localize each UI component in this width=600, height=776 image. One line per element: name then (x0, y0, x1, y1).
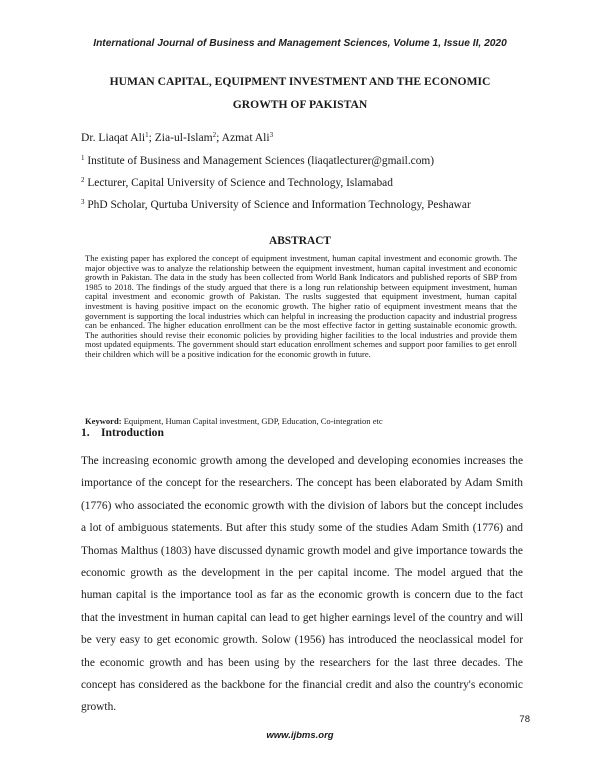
page-number: 78 (519, 714, 530, 725)
author-mark: 2 (212, 131, 217, 139)
author-name: Zia-ul-Islam (154, 131, 213, 144)
author-separator: ; (148, 131, 155, 144)
paper-title-line-2: GROWTH OF PAKISTAN (232, 98, 368, 111)
intro-paragraph: The increasing economic growth among the developed and developing economies increases the importance of the concept for the researchers. The concept has been elaborated by Adam Smith (1776) who associated the economic growth with the division of labors but the concept includes a lot of ambiguous statements. But after this study some of the studies Adam Smith (1776) and Thomas Malthus (1803) have discussed dynamic growth model and give importance towards the economic growth as the development in the per capital income. The model argued that the human capital is the importance tool as far as the economic growth is concern due to the fact that the investment in human capital can lead to get higher earnings level of the country and will be very easy to get economic growth. Solow (1956) has introduced the neoclassical model for the economic growth and has been using by the researchers for the last three decades. The concept has considered as the backbone for the financial credit and also the country's economic growth. (81, 455, 523, 714)
keywords-text: Equipment, Human Capital investment, GDP, Education, Co-integration etc (121, 416, 383, 426)
keywords-label: Keyword: (85, 416, 122, 426)
affiliation-text: Lecturer, Capital University of Science and Technology, Islamabad (84, 177, 393, 189)
journal-header: International Journal of Business and Management Sciences, Volume 1, Issue II, 2020 (93, 38, 507, 49)
affiliation-1 (81, 154, 434, 167)
author-name: Dr. Liaqat Ali (81, 131, 146, 144)
keywords-line (85, 416, 525, 426)
paper-title-line-1: HUMAN CAPITAL, EQUIPMENT INVESTMENT AND THE ECONOMIC (109, 75, 491, 88)
section-heading (81, 426, 164, 439)
affiliation-mark: 3 (81, 198, 85, 206)
author-list (81, 131, 273, 144)
author-mark: 3 (269, 131, 274, 139)
abstract-heading: ABSTRACT (268, 235, 332, 247)
affiliation-text: PhD Scholar, Qurtuba University of Science and Information Technology, Peshawar (84, 199, 471, 211)
footer-website: www.ijbms.org (266, 730, 334, 741)
affiliation-mark: 2 (81, 176, 85, 184)
paper-title (60, 70, 540, 116)
author-mark: 1 (145, 131, 149, 139)
author-name: Azmat Ali (221, 131, 270, 144)
affiliation-text: Institute of Business and Management Sciences (liaqatlecturer@gmail.com) (84, 155, 435, 167)
affiliation-mark: 1 (81, 154, 85, 162)
author-separator: ; (216, 131, 222, 144)
section-title: Introduction (101, 426, 164, 439)
affiliation-2 (81, 176, 393, 189)
affiliation-3 (81, 198, 471, 211)
abstract-text: The existing paper has explored the concept of equipment investment, human capital investment and economic growth. The major objective was to analyze the relationship between the equipment investment, human capital investment and economic growth in Pakistan. The data in the study has been collected from World Bank Indicators and published reports of SBP from 1985 to 2018. The findings of the study argued that there is a long run relationship between equipment investment, human capital investment and economic growth of Pakistan. The ruslts suggested that equipment investment, human capital investment is having positive impact on the economic growth. The higher ratio of equipment investment means that the government is supporting the local industries which can helpful in increasing the production capacity and industrial progress can be enhanced. The higher education enrollment can be the most effective factor in getting sustainable economic growth. The authorities should revise their economic policies by providing higher facilities to the local industries and provide them most updated equipments. The government should start education enrollment schemes and support poor families to get enroll their children which will be a positive indication for the economic growth in future. (85, 253, 517, 359)
section-number: 1. (81, 426, 90, 439)
